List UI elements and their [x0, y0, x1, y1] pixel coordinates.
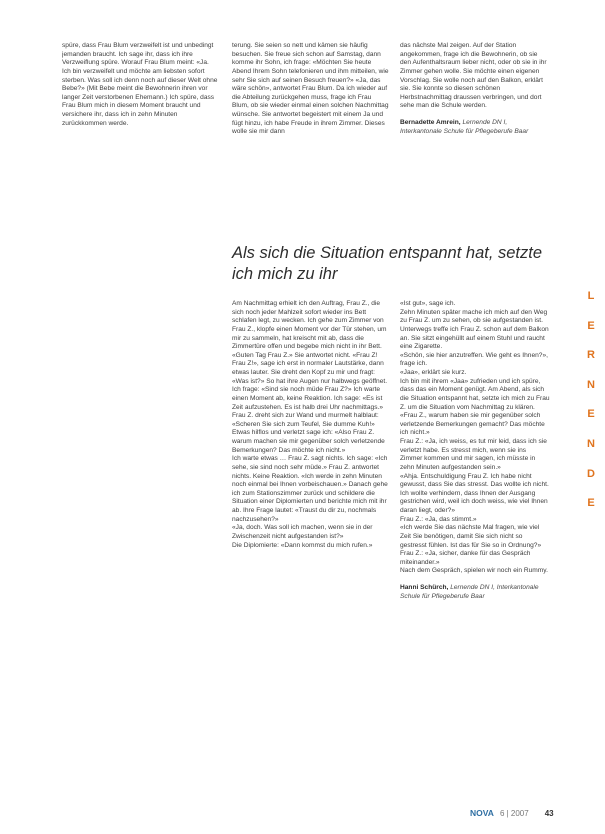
- issue-number: 6 | 2007: [499, 809, 529, 818]
- paragraph: Frau Z.: «Ja, ich weiss, es tut mir leid, dass ich sie verletzt habe. Es stresst mich, wenn sie ins Zimmer kommen und mir sagen, ich müsste in zehn Minuten aufgestanden sein.»: [400, 438, 547, 471]
- author-signature: [400, 584, 550, 601]
- paragraph: Zehn Minuten später mache ich mich auf den Weg zu Frau Z. um zu sehen, ob sie aufgestanden ist. Unterwegs treffe ich Frau Z. schon auf dem Balkon an. Sie sitzt eingehüllt auf einem Stuhl und raucht eine Zigarette.: [400, 308, 549, 351]
- paragraph: terung. Sie seien so nett und kämen sie häufig besuchen. Sie freue sich schon auf Samstag, dann komme ihr Sohn, ich frage: «Möchten Sie heute Abend Ihrem Sohn telefonieren und ihm mitteilen, wie sehr Sie sich auf seinen Besuch freuen?» «Ja, das wäre schön», antwortet Frau Blum. Da ich wieder auf die Abteilung zurückgehen muss, frage ich Frau Blum, ob sie wieder einmal einen solchen Nachmittag wünsche. Sie antwortet begeistert mit einem Ja und fügt hinzu, ich habe Freude in ihrem Zimmer. Dieses wolle sie mir dann: [232, 42, 389, 136]
- paragraph: Nach dem Gespräch, spielen wir noch ein Rummy.: [400, 567, 548, 575]
- paragraph: Frau Z.: «Ja, sicher, danke für das Gespräch miteinander.»: [400, 550, 531, 566]
- paragraph: «Guten Tag Frau Z.» Sie antwortet nicht. «Frau Z! Frau Z!», sage ich erst in normaler Lautstärke, dann etwas lauter. Sie dreht den Kopf zu mir und fragt: «Was ist?» So hat ihre Augen nur halbwegs geöffnet.: [232, 351, 388, 385]
- text-column-right-top: [400, 42, 550, 242]
- side-letter: N: [587, 378, 595, 391]
- text-column-right-bottom: [400, 300, 550, 800]
- text-column-middle-bottom: [232, 300, 389, 800]
- paragraph: «Frau Z., warum haben sie mir gegenüber solch verletzende Bemerkungen gemacht? Das möchte ich nicht.»: [400, 412, 545, 437]
- side-letter: D: [587, 467, 595, 480]
- paragraph: Die Diplomierte: «Dann kommst du mich rufen.»: [232, 541, 373, 549]
- paragraph: «Schön, sie hier anzutreffen. Wie geht es Ihnen?», frage ich.: [400, 351, 548, 368]
- paragraph: Etwas hilflos und verletzt sage ich: «Also Frau Z. warum machen sie mir gegenüber solch verletzende Bemerkungen? Das möchte ich nicht.»: [232, 429, 385, 454]
- side-letter: L: [587, 290, 595, 302]
- paragraph: Frau Z. dreht sich zur Wand und murmelt halblaut: «Scheren Sie sich zum Teufel, Sie dumme Kuh!»: [232, 412, 379, 428]
- text-column-left: [62, 42, 219, 814]
- paragraph: «Jaa», erklärt sie kurz.: [400, 369, 467, 376]
- paragraph: Ich warte etwas … Frau Z. sagt nichts. Ich sage: «Ich sehe, sie sind noch sehr müde.» Frau Z. antwortet nichts. Keine Reaktion. «Ich werde in zehn Minuten noch einmal bei Ihnen vorbeischauen.» Danach gehe ich zum Stationszimmer zurück und schildere die Situation einer Diplomierten und berichte mich mit ihr ab. Ihre Frage lautet: «Traust du dir zu, nochmals nachzusehen?»: [232, 455, 388, 523]
- text-column-middle-top: [232, 42, 389, 262]
- author-role: Lernende DN I, Interkantonale Schule für Pflegeberufe Baar: [400, 119, 529, 135]
- article-headline: Als sich die Situation entspannt hat, setzte ich mich zu ihr: [232, 244, 543, 283]
- paragraph: Am Nachmittag erhielt ich den Auftrag, Frau Z., die sich noch jeder Mahlzeit sofort wieder ins Bett schlafen legt, zu wecken. Ich gehe zum Zimmer von Frau Z., klopfe einen Moment vor der Tür stehen, um mir zu sammeln, hat kreischt mit ab, dass die Zimmertüre offen und begebe mich nicht in ihr Bett.: [232, 300, 387, 351]
- author-name: Bernadette Amrein,: [400, 119, 461, 126]
- author-role: Lernende DN I, Interkantonale Schule für Pflegeberufe Baar: [400, 584, 539, 600]
- page-footer: [470, 808, 554, 818]
- paragraph: «Ja, doch. Was soll ich machen, wenn sie in der Zwischenzeit nicht aufgestanden ist?»: [232, 524, 373, 540]
- author-name: Hanni Schürch,: [400, 584, 449, 591]
- paragraph: das nächste Mal zeigen. Auf der Station angekommen, frage ich die Bewohnerin, ob sie den Aufenthaltsraum lieber nicht, oder ob sie in ihr Zimmer gehen wolle. Sie möchte einen eigenen Vorschlag. Sie wolle noch auf den Balkon, erklärt sie. Sie konnte so diesen schönen Herbstnachmittag draussen verbringen, und dort sehe man die Schule werden.: [400, 42, 547, 110]
- side-word-lernende: [584, 282, 598, 519]
- paragraph: «Ahja. Entschuldigung Frau Z. Ich habe nicht gewusst, dass Sie das stresst. Das wollte ich nicht. Ich wollte verhindern, dass Ihnen der Ausgang gestrichen wird, weil ich doch weiss, wie viel Ihnen daran liegt, oder?»: [400, 472, 549, 514]
- author-signature: [400, 119, 550, 136]
- side-letter: E: [587, 497, 595, 510]
- paragraph: spüre, dass Frau Blum verzweifelt ist und unbedingt jemanden braucht. Ich sage ihr, dass ich ihre Verzweiflung spüre. Worauf Frau Blum meint: «Ja. Ich bin verzweifelt und möchte am liebsten sofort sterben. Was soll ich denn noch auf dieser Welt ohne Bebe?» (Mit Bebe meint die Bewohnerin ihren vor langer Zeit verstorbenen Ehemann.) Ich spüre, dass Frau Blum mich in diesem Moment braucht und versichere ihr, dass ich in zehn Minuten zurückkommen werde.: [62, 42, 218, 127]
- side-letter: R: [587, 349, 595, 362]
- page-number: 43: [544, 809, 554, 818]
- paragraph: Ich bin mit ihrem «Jaa» zufrieden und ich spüre, dass das ein Moment genügt. Am Abend, als sich die Situation entspannt hat, setzte ich mich zu Frau Z. um die Situation vom Nachmittag zu klären.: [400, 377, 550, 411]
- paragraph: «Ist gut», sage ich.: [400, 300, 456, 307]
- magazine-brand: NOVA: [470, 808, 494, 818]
- paragraph: «Ich werde Sie das nächste Mal fragen, wie viel Zeit Sie benötigen, damit Sie sich nicht so gestresst fühlen. Ist das für Sie so in Ordnung?»: [400, 524, 542, 549]
- side-letter: E: [587, 319, 595, 332]
- paragraph: Frau Z.: «Ja, das stimmt.»: [400, 515, 477, 523]
- side-letter: N: [587, 437, 595, 450]
- side-letter: E: [587, 408, 595, 421]
- paragraph: Ich frage: «Sind sie noch müde Frau Z?» Ich warte einen Moment ab, keine Reaktion. Ich sage: «Es ist Zeit aufzustehen. Es ist halb drei Uhr nachmittags.»: [232, 386, 383, 411]
